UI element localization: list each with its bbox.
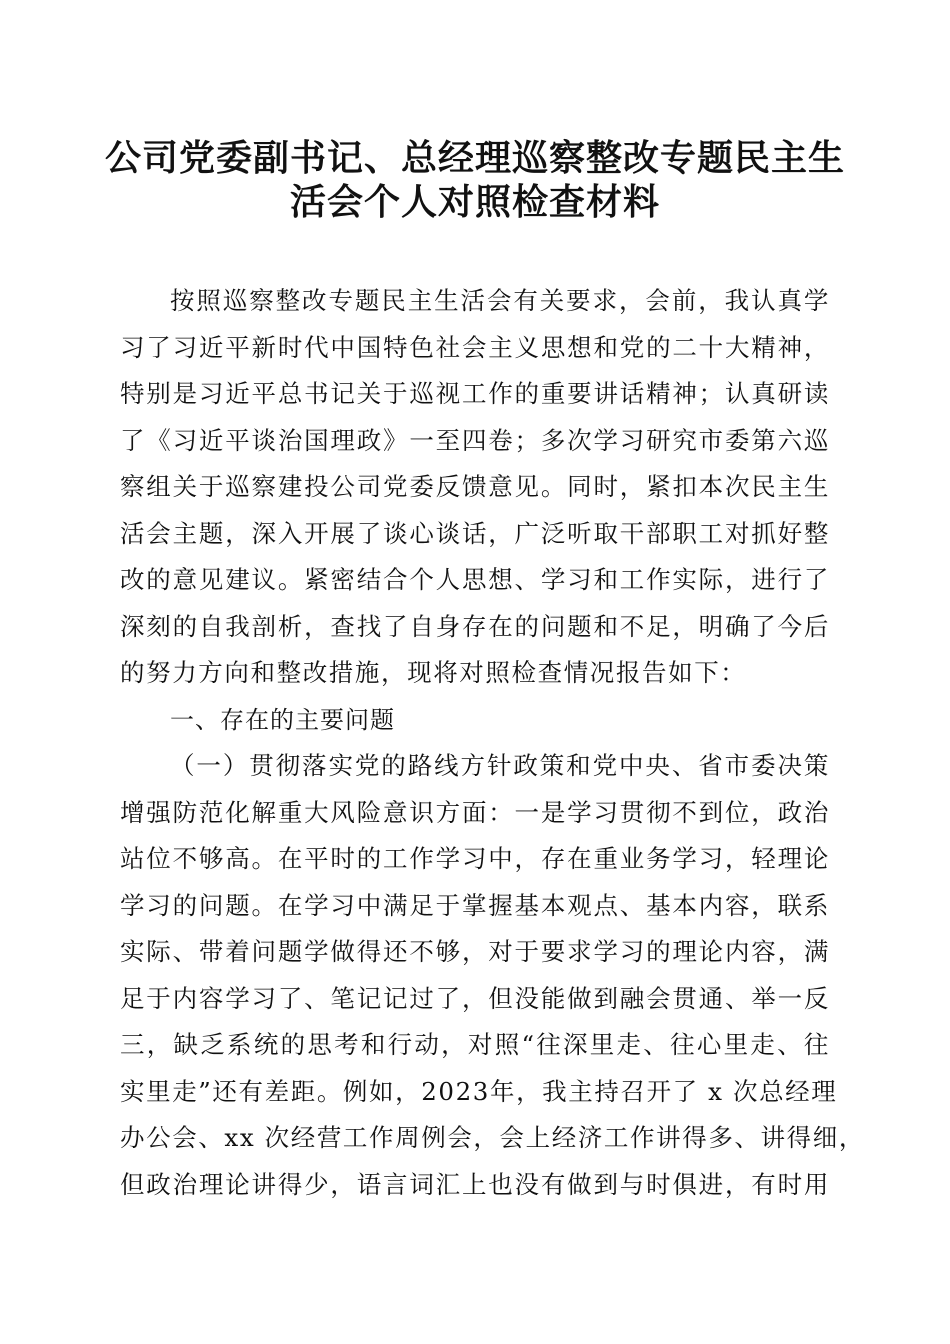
- paragraph-line: 活会主题，深入开展了谈心谈话，广泛听取干部职工对抓好整: [120, 518, 830, 548]
- paragraph-line: 办公会、xx 次经营工作周例会，会上经济工作讲得多、讲得细，: [120, 1123, 865, 1152]
- paragraph-line: 实际、带着问题学做得还不够，对于要求学习的理论内容，满: [120, 937, 830, 966]
- paragraph-line: 的努力方向和整改措施，现将对照检查情况报告如下：: [120, 658, 747, 687]
- paragraph-line: （一）贯彻落实党的路线方针政策和党中央、省市委决策: [170, 751, 830, 780]
- document-title-line-1: 公司党委副书记、总经理巡察整改专题民主生: [104, 137, 845, 179]
- paragraph-line: 习了习近平新时代中国特色社会主义思想和党的二十大精神，: [120, 332, 830, 362]
- paragraph-line: 察组关于巡察建投公司党委反馈意见。同时，紧扣本次民主生: [120, 472, 830, 501]
- paragraph-line: 足于内容学习了、笔记记过了，但没能做到融会贯通、举一反: [120, 983, 830, 1013]
- paragraph-line: 站位不够高。在平时的工作学习中，存在重业务学习，轻理论: [120, 844, 830, 873]
- document-title-line-2: 活会个人对照检查材料: [289, 181, 660, 223]
- paragraph-line: 三，缺乏系统的思考和行动，对照“往深里走、往心里走、往: [120, 1030, 830, 1059]
- paragraph-line: 了《习近平谈治国理政》一至四卷；多次学习研究市委第六巡: [120, 425, 830, 455]
- paragraph-line: 但政治理论讲得少，语言词汇上也没有做到与时俱进，有时用: [120, 1169, 830, 1199]
- paragraph-line: 实里走”还有差距。例如，2023年，我主持召开了 x 次总经理: [120, 1076, 838, 1106]
- paragraph-line: 改的意见建议。紧密结合个人思想、学习和工作实际，进行了: [120, 565, 830, 594]
- document-body: [120, 278, 865, 1208]
- section-heading: 一、存在的主要问题: [170, 705, 395, 734]
- paragraph-line: 按照巡察整改专题民主生活会有关要求，会前，我认真学: [170, 286, 830, 315]
- paragraph-line: 特别是习近平总书记关于巡视工作的重要讲话精神；认真研读: [120, 379, 830, 408]
- paragraph-line: 增强防范化解重大风险意识方面：一是学习贯彻不到位，政治: [120, 797, 830, 827]
- paragraph-line: 学习的问题。在学习中满足于掌握基本观点、基本内容，联系: [120, 890, 830, 920]
- paragraph-line: 深刻的自我剖析，查找了自身存在的问题和不足，明确了今后: [120, 611, 830, 641]
